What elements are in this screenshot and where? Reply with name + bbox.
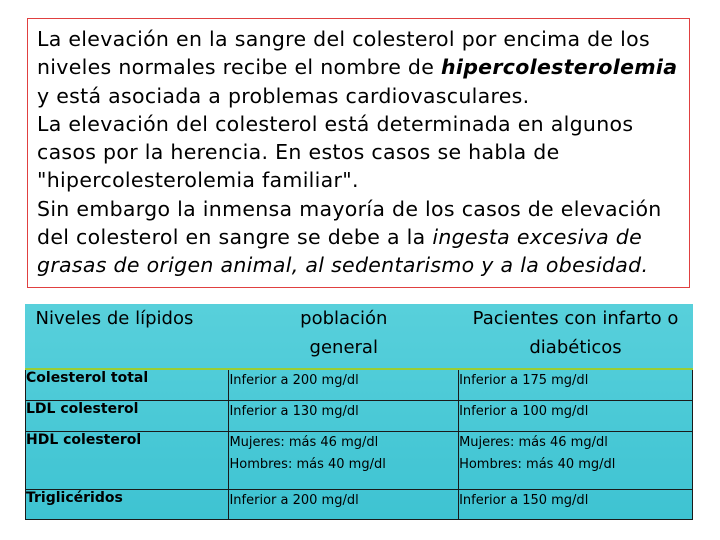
value-patients — [459, 431, 693, 489]
value-general-men: Hombres: más 40 mg/dl — [229, 456, 386, 472]
header-general-population: población general — [300, 308, 388, 358]
table-row — [26, 369, 693, 400]
paragraph-1-start: La elevación en la sangre del colesterol por encima de los niveles normales recibe el nombre de — [37, 27, 650, 80]
table-row — [26, 431, 693, 489]
row-label-total-cholesterol: Colesterol total — [26, 369, 229, 400]
table-header-row — [26, 304, 693, 369]
lipid-levels-table — [25, 304, 693, 520]
header-lipid-levels: Niveles de lípidos — [35, 308, 194, 329]
row-label-hdl: HDL colesterol — [26, 431, 229, 489]
paragraph-hypercholesterolemia — [37, 25, 681, 110]
value-general: Inferior a 200 mg/dl — [229, 489, 459, 519]
paragraph-1-end: y está asociada a problemas cardiovasculares. — [37, 83, 530, 108]
row-label-ldl: LDL colesterol — [26, 400, 229, 431]
value-general: Inferior a 130 mg/dl — [229, 400, 459, 431]
value-general: Inferior a 200 mg/dl — [229, 369, 459, 400]
header-patients: Pacientes con infarto o diabéticos — [472, 308, 679, 358]
intro-text-box — [27, 18, 690, 288]
table-row — [26, 489, 693, 519]
term-hipercolesterolemia: hipercolesterolemia — [440, 55, 678, 80]
value-patients: Inferior a 100 mg/dl — [459, 400, 693, 431]
paragraph-causes — [37, 195, 681, 280]
value-general-women: Mujeres: más 46 mg/dl — [229, 434, 379, 450]
value-patients-women: Mujeres: más 46 mg/dl — [459, 434, 608, 450]
value-patients-men: Hombres: más 40 mg/dl — [459, 456, 616, 472]
paragraph-3-emphasis: ingesta excesiva de grasas de origen animal, al sedentarismo y a la obesidad. — [37, 225, 649, 278]
value-patients: Inferior a 175 mg/dl — [459, 369, 693, 400]
paragraph-heredity: La elevación del colesterol está determinada en algunos casos por la herencia. En estos casos se habla de "hipercolesterolemia familiar". — [37, 111, 634, 193]
paragraph-3-start: Sin embargo la inmensa mayoría de los casos de elevación del colesterol en sangre se debe a la — [37, 196, 662, 250]
value-patients: Inferior a 150 mg/dl — [459, 489, 693, 519]
table-row — [26, 400, 693, 431]
value-general — [229, 431, 459, 489]
row-label-triglycerides: Triglicéridos — [26, 489, 229, 519]
